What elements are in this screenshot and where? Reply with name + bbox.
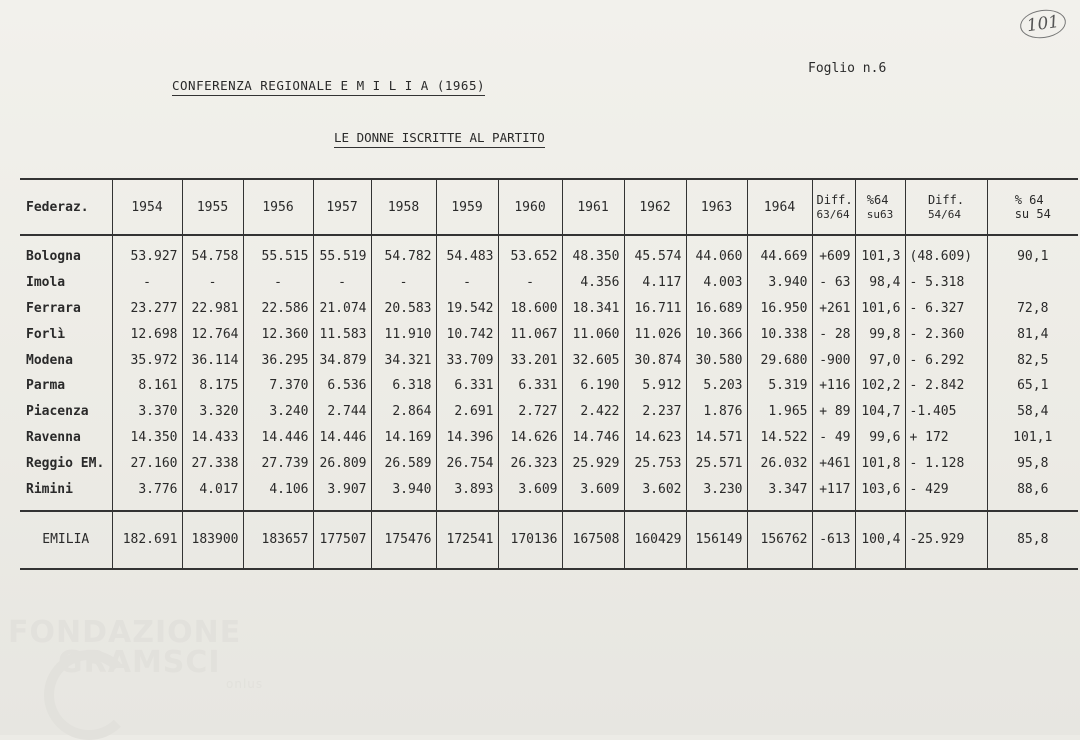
table-cell: 53.652 [498, 235, 562, 270]
table-cell: - 2.842 [905, 373, 987, 399]
header-row [20, 179, 1078, 235]
table-cell: 55.519 [313, 235, 371, 270]
table-cell: 3.609 [562, 476, 624, 511]
table-cell: 10.366 [686, 321, 747, 347]
table-cell: 5.203 [686, 373, 747, 399]
table-cell: 16.711 [624, 296, 686, 322]
table-cell: - 5.318 [905, 270, 987, 296]
header-year: 1957 [313, 179, 371, 235]
watermark-line: GRAMSCI [58, 645, 221, 680]
table-cell: 3.370 [112, 399, 182, 425]
table-cell: 3.940 [371, 476, 436, 511]
header-pct-label: % 64 [1014, 192, 1044, 207]
table-cell: 3.240 [243, 399, 313, 425]
total-cell: -25.929 [905, 511, 987, 569]
table-cell: 4.106 [243, 476, 313, 511]
header-year: 1964 [747, 179, 812, 235]
table-cell: 54.782 [371, 235, 436, 270]
table-cell: 6.331 [436, 373, 498, 399]
table-cell: +117 [812, 476, 855, 511]
table-cell: 12.360 [243, 321, 313, 347]
total-row [20, 511, 1078, 569]
table-cell: 26.032 [747, 450, 812, 476]
table-cell: 98,4 [855, 270, 905, 296]
table-cell: 30.874 [624, 347, 686, 373]
watermark-logo [8, 615, 264, 691]
table-cell: - [112, 270, 182, 296]
table-cell: - 1.128 [905, 450, 987, 476]
table-cell: 12.764 [182, 321, 243, 347]
federation-name: Parma [26, 378, 66, 394]
table-cell: 4.117 [624, 270, 686, 296]
header-diff-label: Diff. [816, 192, 853, 207]
table-cell: 18.341 [562, 296, 624, 322]
total-label: EMILIA [20, 511, 112, 569]
table-cell: 27.338 [182, 450, 243, 476]
table-cell: 12.698 [112, 321, 182, 347]
table-row [20, 347, 1078, 373]
table-cell: 97,0 [855, 347, 905, 373]
table-cell: 65,1 [987, 373, 1078, 399]
table-cell: 11.060 [562, 321, 624, 347]
table-cell: 33.709 [436, 347, 498, 373]
table-cell: 58,4 [987, 399, 1078, 425]
table-cell: 101,3 [855, 235, 905, 270]
federation-name: Rimini [26, 481, 73, 497]
table-cell: 11.067 [498, 321, 562, 347]
table-cell: 2.727 [498, 399, 562, 425]
table-row [20, 296, 1078, 322]
table-cell: 14.446 [313, 425, 371, 451]
table-cell: 26.754 [436, 450, 498, 476]
table-cell: 36.114 [182, 347, 243, 373]
table-cell: +261 [812, 296, 855, 322]
table-cell: 95,8 [987, 450, 1078, 476]
header-year: 1961 [562, 179, 624, 235]
table-cell: 55.515 [243, 235, 313, 270]
table-cell: 1.876 [686, 399, 747, 425]
table-cell: 3.940 [747, 270, 812, 296]
table-cell: - [313, 270, 371, 296]
header-year: 1956 [243, 179, 313, 235]
table-cell: 22.981 [182, 296, 243, 322]
table-cell: 14.522 [747, 425, 812, 451]
table-cell: 8.161 [112, 373, 182, 399]
table-cell: 3.320 [182, 399, 243, 425]
table-cell: 2.744 [313, 399, 371, 425]
header-year: 1958 [371, 179, 436, 235]
table-cell: 23.277 [112, 296, 182, 322]
table-cell: +116 [812, 373, 855, 399]
table-cell [987, 270, 1078, 296]
table-cell: 45.574 [624, 235, 686, 270]
table-cell: 10.338 [747, 321, 812, 347]
table-cell: 14.623 [624, 425, 686, 451]
folio-number: 101 [1018, 7, 1067, 41]
table-row [20, 235, 1078, 270]
table-cell: 14.396 [436, 425, 498, 451]
table-cell: 3.893 [436, 476, 498, 511]
table-cell: 103,6 [855, 476, 905, 511]
table-cell: 25.753 [624, 450, 686, 476]
table-cell: 14.746 [562, 425, 624, 451]
table-cell: 3.609 [498, 476, 562, 511]
table-row [20, 476, 1078, 511]
table-body [20, 235, 1078, 511]
table-cell: 81,4 [987, 321, 1078, 347]
table-cell: 101,6 [855, 296, 905, 322]
header-diff-54-64 [905, 179, 987, 235]
table-cell: 54.483 [436, 235, 498, 270]
table-cell: 14.571 [686, 425, 747, 451]
total-cell: 167508 [562, 511, 624, 569]
table-cell: 25.571 [686, 450, 747, 476]
table-cell: 18.600 [498, 296, 562, 322]
table-cell: +609 [812, 235, 855, 270]
header-year: 1962 [624, 179, 686, 235]
header-pct-64-su-54 [987, 179, 1078, 235]
table-cell: 4.356 [562, 270, 624, 296]
table-cell: 1.965 [747, 399, 812, 425]
table-cell: 30.580 [686, 347, 747, 373]
table-cell: 3.907 [313, 476, 371, 511]
table-cell: -1.405 [905, 399, 987, 425]
table-cell: 36.295 [243, 347, 313, 373]
table-cell: 11.026 [624, 321, 686, 347]
table-cell: - 63 [812, 270, 855, 296]
table-cell: + 89 [812, 399, 855, 425]
table-cell: 2.864 [371, 399, 436, 425]
table-cell: 27.160 [112, 450, 182, 476]
table-subtitle: LE DONNE ISCRITTE AL PARTITO [334, 130, 545, 148]
table-cell: 3.602 [624, 476, 686, 511]
watermark-line: onlus [226, 677, 264, 691]
total-cell: -613 [812, 511, 855, 569]
table-cell: 6.318 [371, 373, 436, 399]
federation-name: Piacenza [26, 404, 89, 420]
table-cell: 14.350 [112, 425, 182, 451]
table-cell: 32.605 [562, 347, 624, 373]
table-cell: 11.910 [371, 321, 436, 347]
table-cell: 11.583 [313, 321, 371, 347]
table-cell: -900 [812, 347, 855, 373]
table-cell: 10.742 [436, 321, 498, 347]
federation-name: Ferrara [26, 300, 81, 316]
table-cell: 101,1 [987, 425, 1078, 451]
federation-name: Bologna [26, 249, 81, 265]
table-cell: 25.929 [562, 450, 624, 476]
table-cell: 3.347 [747, 476, 812, 511]
total-cell: 85,8 [987, 511, 1078, 569]
table-cell: 14.446 [243, 425, 313, 451]
total-cell: 100,4 [855, 511, 905, 569]
table-cell: 26.323 [498, 450, 562, 476]
table-cell: 35.972 [112, 347, 182, 373]
federation-name: Ravenna [26, 429, 81, 445]
table-cell: 27.739 [243, 450, 313, 476]
table-cell: 14.169 [371, 425, 436, 451]
watermark-line: FONDAZIONE [8, 615, 242, 650]
table-cell: 101,8 [855, 450, 905, 476]
conference-title: CONFERENZA REGIONALE E M I L I A (1965) [172, 78, 485, 96]
header-diff-63-64 [812, 179, 855, 235]
table-cell: - 429 [905, 476, 987, 511]
table-cell: 53.927 [112, 235, 182, 270]
total-cell: 175476 [371, 511, 436, 569]
table-cell: 99,8 [855, 321, 905, 347]
total-cell: 170136 [498, 511, 562, 569]
federation-name: Forlì [26, 326, 66, 342]
table-cell: 26.809 [313, 450, 371, 476]
header-pct-base: su63 [866, 207, 894, 221]
total-cell: 182.691 [112, 511, 182, 569]
table-cell: 16.689 [686, 296, 747, 322]
table-cell: 44.060 [686, 235, 747, 270]
table-cell: 6.331 [498, 373, 562, 399]
total-cell: 183657 [243, 511, 313, 569]
total-cell: 156762 [747, 511, 812, 569]
table-cell: - [371, 270, 436, 296]
federation-name: Imola [26, 275, 66, 291]
table-cell: 34.879 [313, 347, 371, 373]
total-cell: 160429 [624, 511, 686, 569]
header-pct-base: su 54 [1014, 206, 1051, 221]
header-pct-label: %64 [866, 192, 889, 207]
table-row [20, 450, 1078, 476]
table-cell: 4.003 [686, 270, 747, 296]
table-cell: 54.758 [182, 235, 243, 270]
table-cell: +461 [812, 450, 855, 476]
table-cell: 14.626 [498, 425, 562, 451]
table-cell: 3.230 [686, 476, 747, 511]
table-row [20, 425, 1078, 451]
table-cell: 6.536 [313, 373, 371, 399]
table-cell: - [243, 270, 313, 296]
table-cell: 82,5 [987, 347, 1078, 373]
table-row [20, 321, 1078, 347]
table-cell: - 49 [812, 425, 855, 451]
header-pct-64-su-63 [855, 179, 905, 235]
table-cell: 88,6 [987, 476, 1078, 511]
table-cell: 90,1 [987, 235, 1078, 270]
table-cell: 7.370 [243, 373, 313, 399]
header-diff-period: 54/64 [927, 207, 962, 221]
table-cell: - [498, 270, 562, 296]
table-cell: 6.190 [562, 373, 624, 399]
table-cell: 8.175 [182, 373, 243, 399]
table-cell: + 172 [905, 425, 987, 451]
table-cell: 44.669 [747, 235, 812, 270]
header-year: 1954 [112, 179, 182, 235]
table-cell: 72,8 [987, 296, 1078, 322]
table-cell: 99,6 [855, 425, 905, 451]
table-cell: 34.321 [371, 347, 436, 373]
table-cell: 26.589 [371, 450, 436, 476]
table-cell: 3.776 [112, 476, 182, 511]
table-cell: 21.074 [313, 296, 371, 322]
table-cell: 22.586 [243, 296, 313, 322]
total-cell: 172541 [436, 511, 498, 569]
table-cell: 29.680 [747, 347, 812, 373]
table-cell: 5.319 [747, 373, 812, 399]
table-cell: 104,7 [855, 399, 905, 425]
table-row [20, 399, 1078, 425]
header-year: 1959 [436, 179, 498, 235]
table-cell: - 6.327 [905, 296, 987, 322]
header-federation: Federaz. [20, 179, 112, 235]
table-cell: 16.950 [747, 296, 812, 322]
table-cell: - 6.292 [905, 347, 987, 373]
total-cell: 177507 [313, 511, 371, 569]
table-cell: - 2.360 [905, 321, 987, 347]
table-cell: - [182, 270, 243, 296]
table-cell: 33.201 [498, 347, 562, 373]
table-cell: 19.542 [436, 296, 498, 322]
total-cell: 156149 [686, 511, 747, 569]
table-cell: 20.583 [371, 296, 436, 322]
table-cell: 48.350 [562, 235, 624, 270]
table-cell: - 28 [812, 321, 855, 347]
table-cell: 14.433 [182, 425, 243, 451]
table-cell: (48.609) [905, 235, 987, 270]
table-row [20, 373, 1078, 399]
federation-name: Reggio EM. [26, 455, 105, 471]
total-cell: 183900 [182, 511, 243, 569]
table-row [20, 270, 1078, 296]
table-cell: 4.017 [182, 476, 243, 511]
header-year: 1963 [686, 179, 747, 235]
table-cell: 2.237 [624, 399, 686, 425]
membership-table [20, 178, 1078, 570]
header-diff-label: Diff. [927, 192, 965, 207]
table-cell: 5.912 [624, 373, 686, 399]
table-cell: 2.691 [436, 399, 498, 425]
table-cell: - [436, 270, 498, 296]
header-year: 1955 [182, 179, 243, 235]
header-year: 1960 [498, 179, 562, 235]
sheet-number: Foglio n.6 [808, 61, 887, 76]
header-diff-period: 63/64 [816, 207, 850, 221]
table-cell: 2.422 [562, 399, 624, 425]
federation-name: Modena [26, 352, 73, 368]
table-cell: 102,2 [855, 373, 905, 399]
